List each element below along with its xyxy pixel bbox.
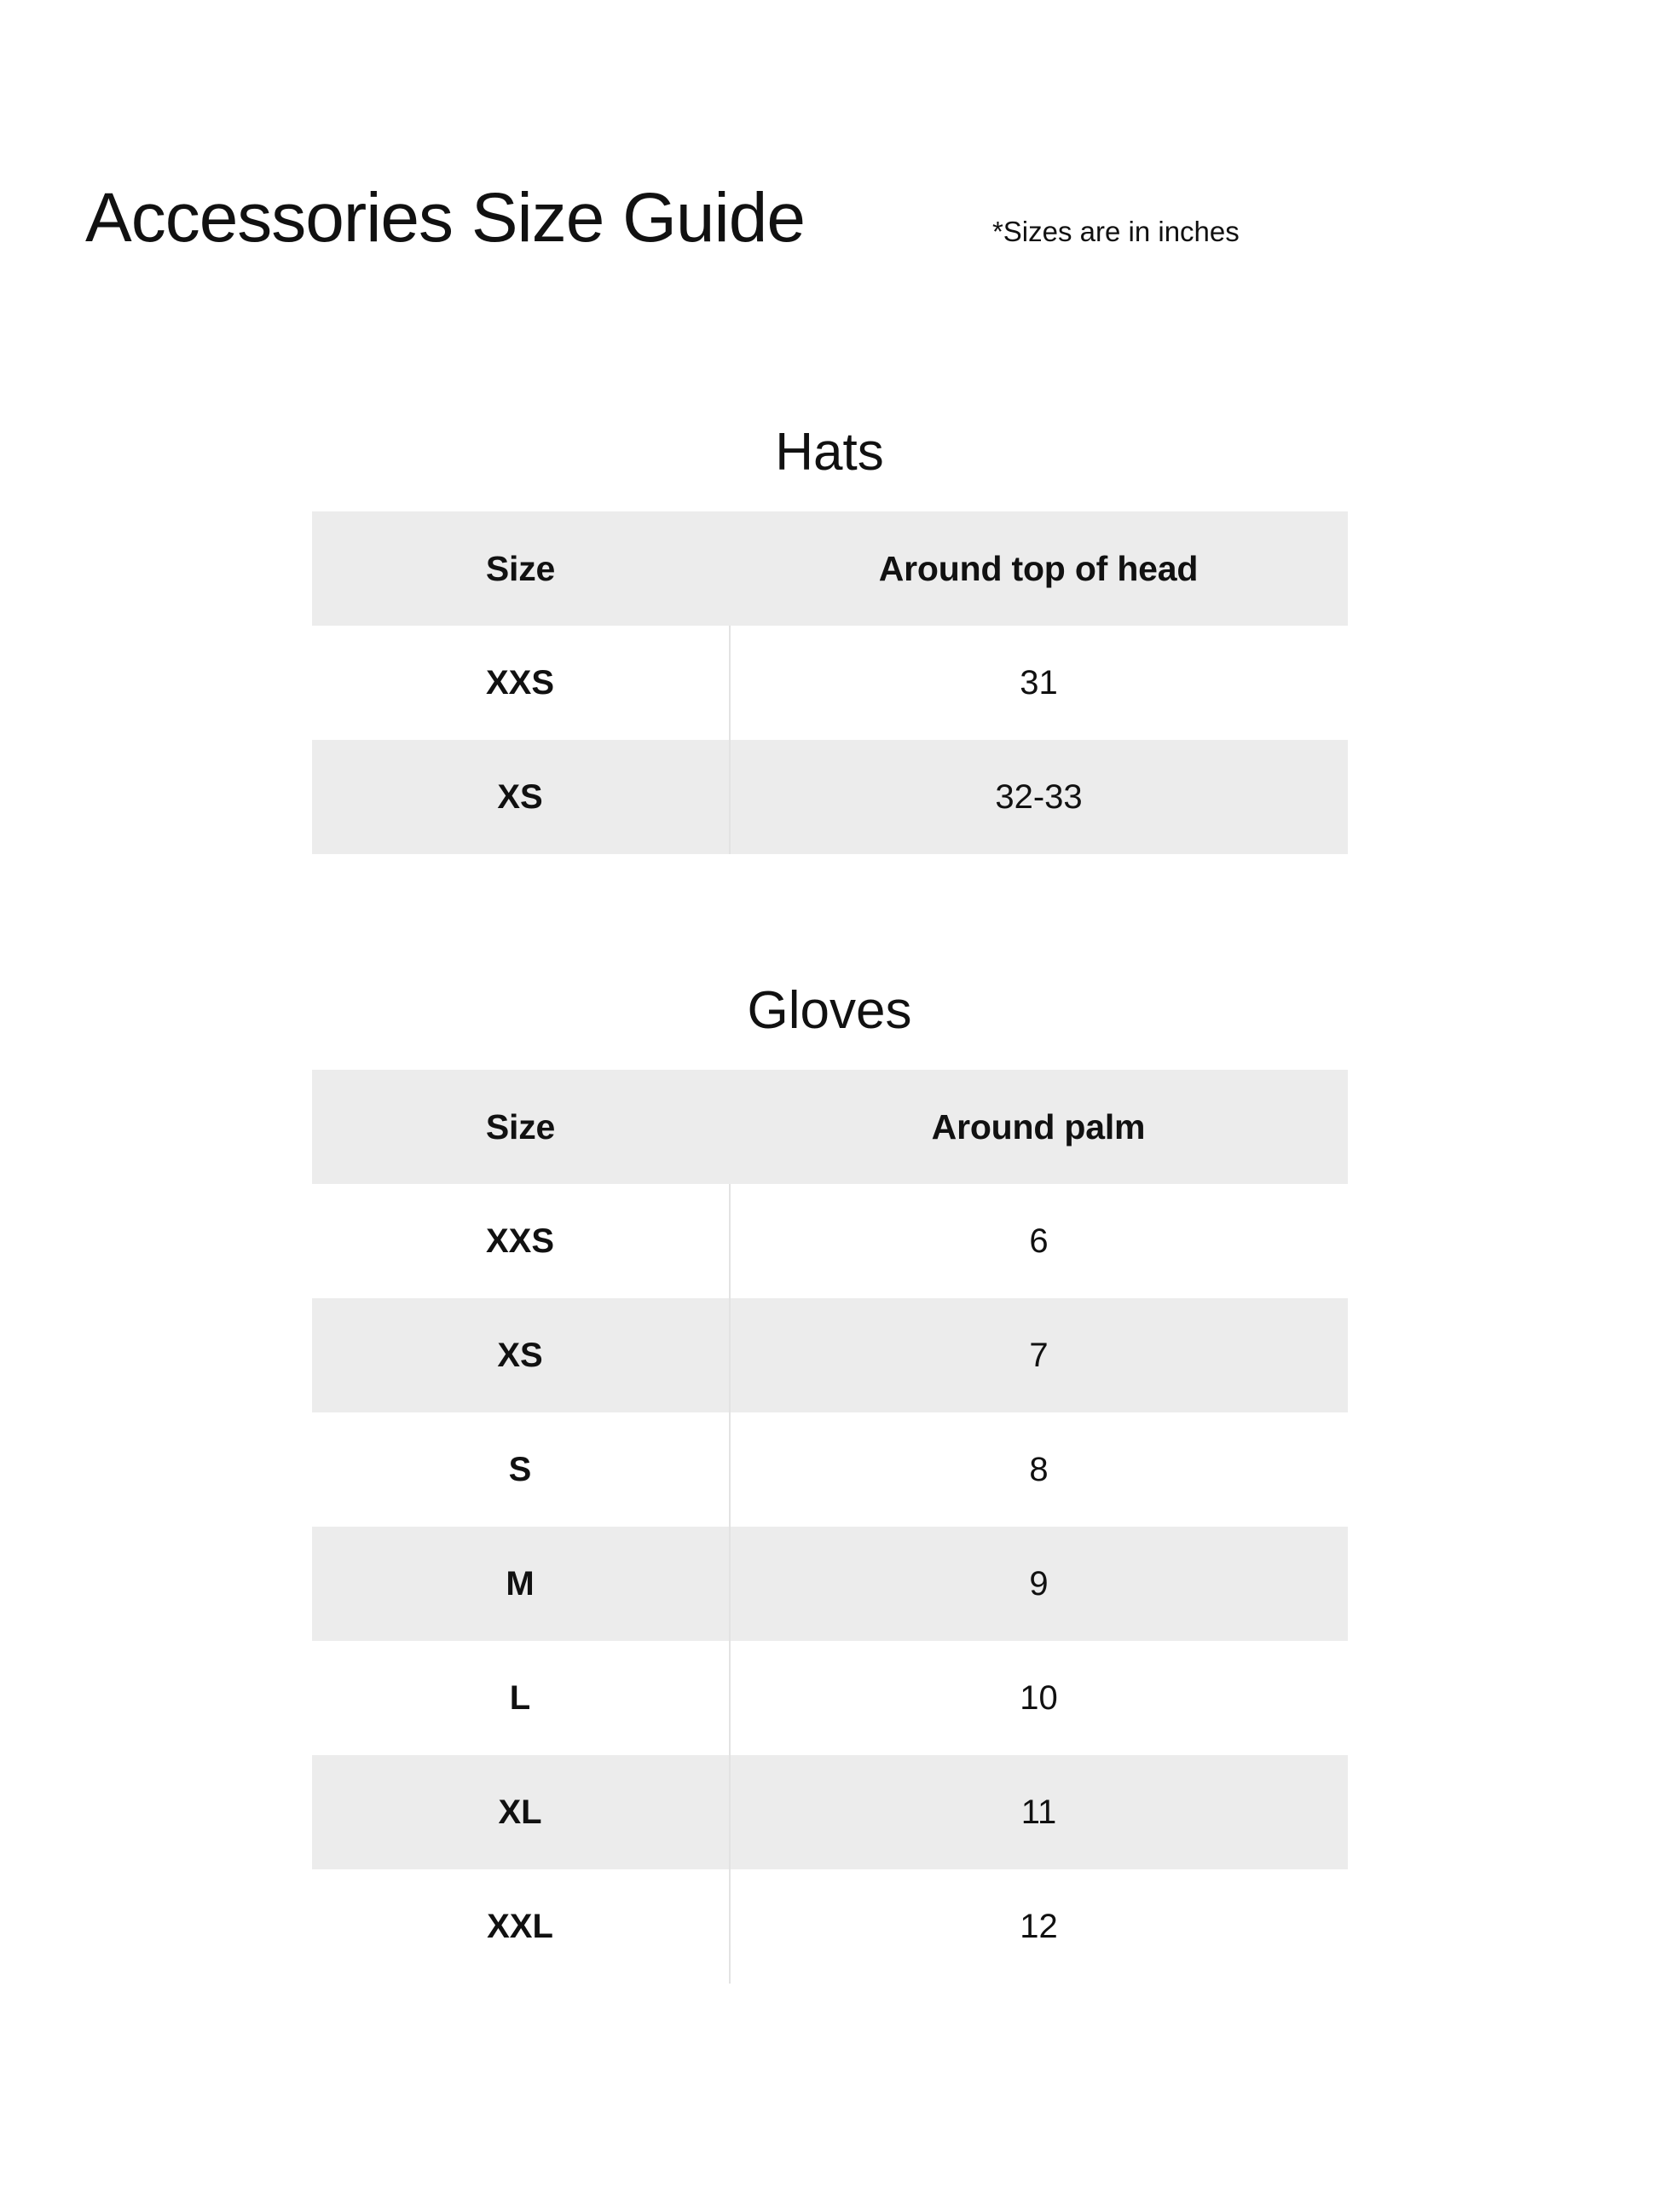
table-row <box>312 1298 1348 1412</box>
hats-size-table <box>312 511 1348 854</box>
cell-measure: 6 <box>730 1184 1348 1298</box>
cell-measure: 8 <box>730 1412 1348 1527</box>
cell-size: XXL <box>312 1869 730 1984</box>
cell-size: L <box>312 1641 730 1755</box>
cell-size: XXS <box>312 1184 730 1298</box>
table-header-row <box>312 1070 1348 1184</box>
table-row <box>312 626 1348 740</box>
cell-measure: 32-33 <box>730 740 1348 854</box>
table-row <box>312 1869 1348 1984</box>
cell-size: XS <box>312 740 730 854</box>
cell-size: XL <box>312 1755 730 1869</box>
section-hats <box>0 423 1659 854</box>
column-header-measure: Around top of head <box>730 511 1348 626</box>
cell-measure: 10 <box>730 1641 1348 1755</box>
table-row <box>312 1412 1348 1527</box>
units-note: *Sizes are in inches <box>991 216 1240 247</box>
section-title-gloves: Gloves <box>747 981 912 1040</box>
column-header-size: Size <box>312 511 730 626</box>
table-row <box>312 1527 1348 1641</box>
cell-measure: 7 <box>730 1298 1348 1412</box>
cell-size: S <box>312 1412 730 1527</box>
cell-measure: 11 <box>730 1755 1348 1869</box>
section-gloves <box>0 981 1659 1984</box>
table-row <box>312 1184 1348 1298</box>
table-header-row <box>312 511 1348 626</box>
column-header-size: Size <box>312 1070 730 1184</box>
page-header <box>85 179 1574 257</box>
column-header-measure: Around palm <box>730 1070 1348 1184</box>
cell-size: M <box>312 1527 730 1641</box>
cell-measure: 12 <box>730 1869 1348 1984</box>
cell-measure: 9 <box>730 1527 1348 1641</box>
cell-size: XXS <box>312 626 730 740</box>
cell-size: XS <box>312 1298 730 1412</box>
gloves-size-table <box>312 1070 1348 1984</box>
cell-measure: 31 <box>730 626 1348 740</box>
table-row <box>312 1755 1348 1869</box>
page-title: Accessories Size Guide <box>85 179 805 257</box>
section-title-hats: Hats <box>775 423 884 482</box>
table-row <box>312 740 1348 854</box>
table-row <box>312 1641 1348 1755</box>
